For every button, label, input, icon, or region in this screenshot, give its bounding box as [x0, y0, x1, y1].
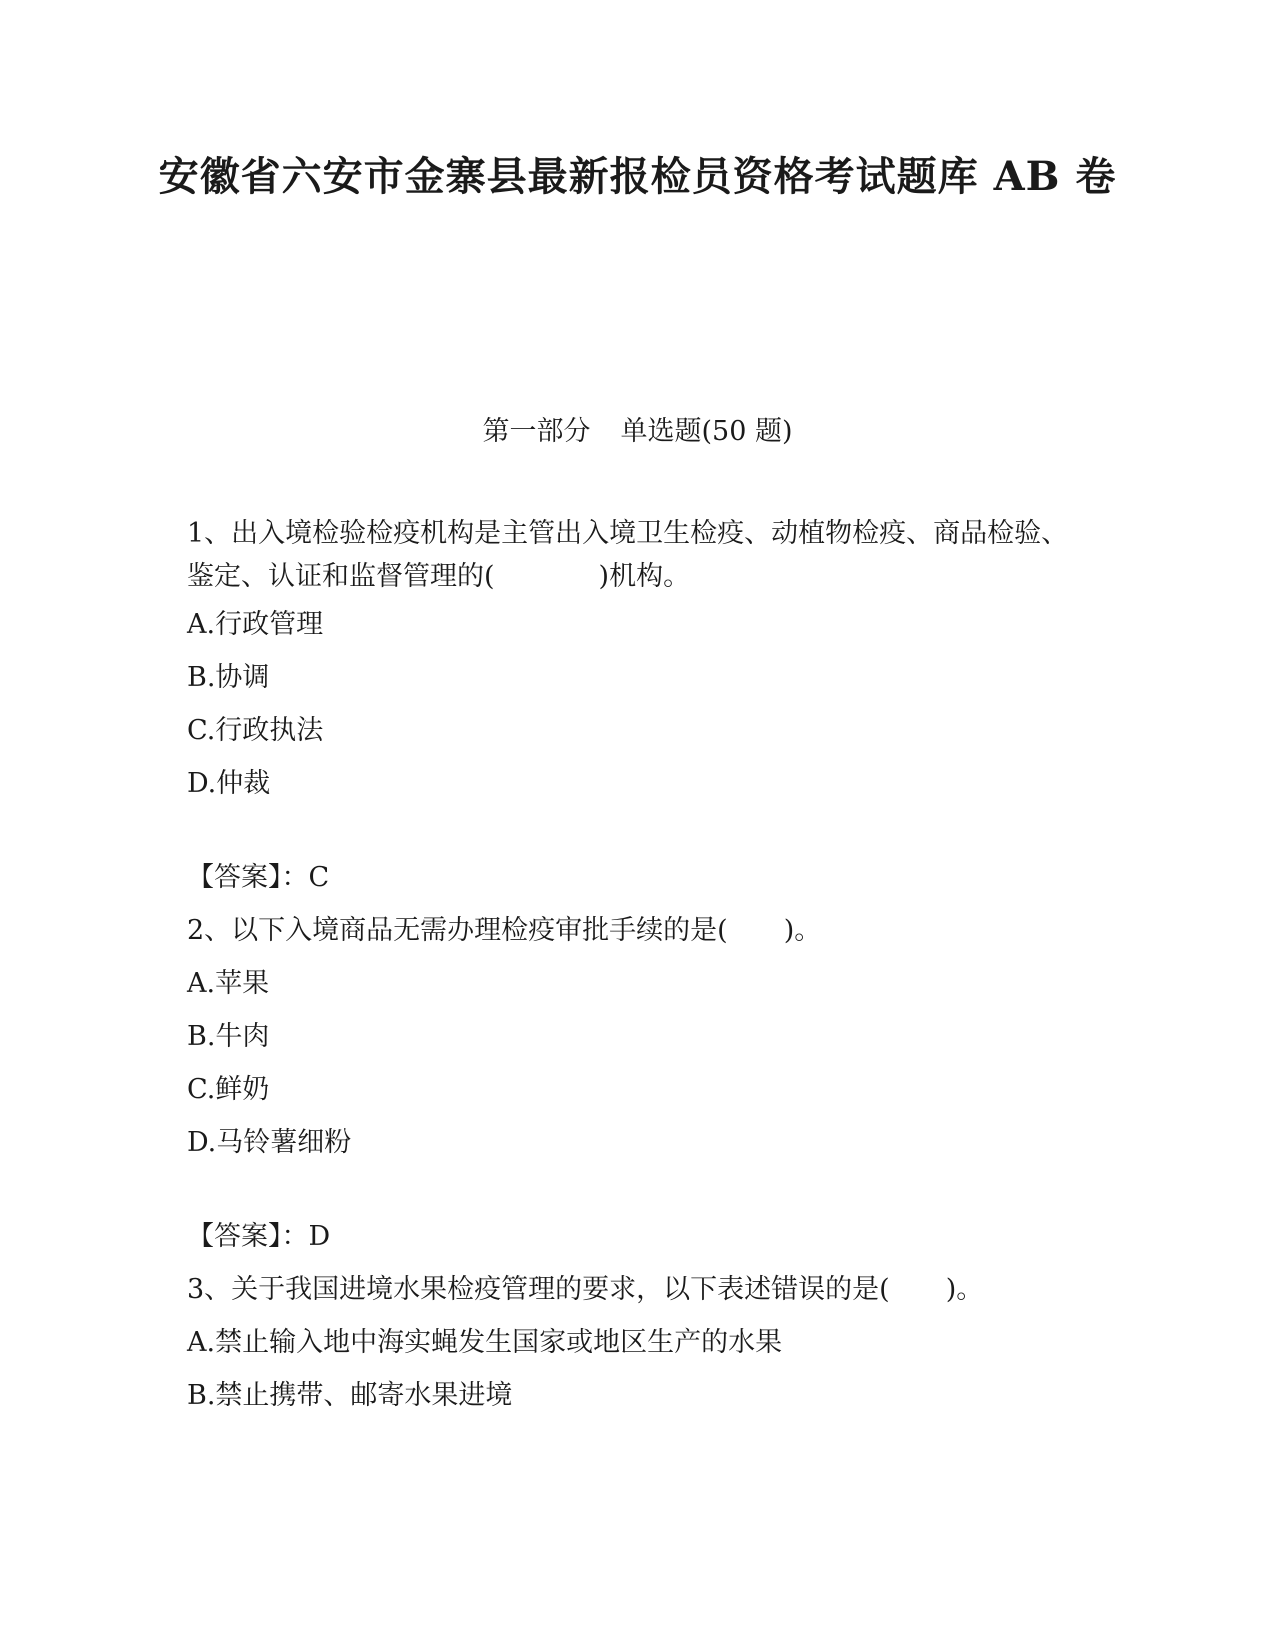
section-name: 单选题(50 题)	[620, 416, 793, 447]
question-list	[187, 512, 1087, 1414]
question-1-option-a: A.行政管理	[187, 609, 324, 640]
document-title: 安徽省六安市金寨县最新报检员资格考试题库 AB 卷	[158, 153, 1117, 200]
question-1-option-d: D.仲裁	[187, 768, 271, 799]
question-2-option-d: D.马铃薯细粉	[187, 1127, 352, 1158]
question-2-option-a: A.苹果	[187, 968, 270, 999]
question-3-stem: 3、关于我国进境水果检疫管理的要求，以下表述错误的是( )。	[187, 1274, 984, 1305]
section-heading	[0, 414, 1275, 450]
question-1-answer: 【答案】：C	[187, 862, 330, 893]
question-1-option-b: B.协调	[187, 662, 270, 693]
section-part: 第一部分	[482, 416, 591, 447]
question-2-stem: 2、以下入境商品无需办理检疫审批手续的是( )。	[187, 915, 822, 946]
question-2-answer: 【答案】：D	[187, 1221, 331, 1252]
question-1-stem: 1、出入境检验检疫机构是主管出入境卫生检疫、动植物检疫、商品检验、鉴定、认证和监督管理的( )机构。	[187, 518, 1069, 592]
question-2-option-c: C.鲜奶	[187, 1074, 270, 1105]
question-3-option-b: B.禁止携带、邮寄水果进境	[187, 1380, 513, 1411]
question-2-option-b: B.牛肉	[187, 1021, 270, 1052]
question-3-option-a: A.禁止输入地中海实蝇发生国家或地区生产的水果	[187, 1327, 783, 1358]
question-1-option-c: C.行政执法	[187, 715, 324, 746]
